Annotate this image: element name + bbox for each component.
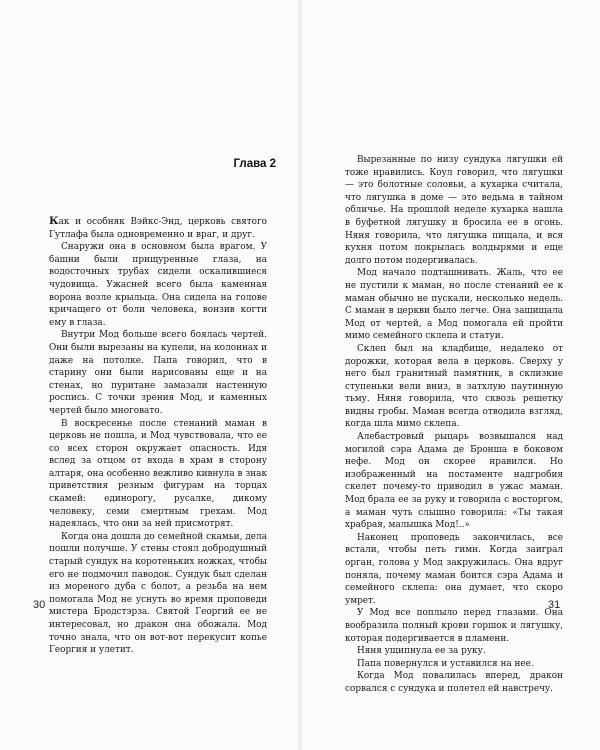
paragraph: Наконец проповедь закончилась, все встали, чтобы петь гимн. Когда заиграл орган, голова у Мод закружилась. Она вдруг поняла, почему маман боится сэра Адама и семейного склепа: она думает, что скоро умрет.: [345, 532, 563, 606]
opening-paragraph: [49, 215, 267, 241]
left-page-text: [49, 215, 267, 657]
paragraph: Мод начало подташнивать. Жаль, что ее не пустили к маман, но после стенаний ее к маман обычно не пускали, несколько недель. С маман в церкви было легче. Она защищала Мод от чертей, а Мод помогала ей пройти мимо семейного склепа и статуи.: [345, 268, 563, 342]
paragraph: Внутри Мод больше всего боялась чертей. Они были вырезаны на купели, на колоннах и даже на потолке. Папа говорил, что в старину они были нарисованы еще и на стенах, но пуритане замазали настенную роспись. С точки зрения Мод, и каменных чертей было многовато.: [49, 330, 267, 416]
chapter-title: Глава 2: [233, 158, 276, 170]
paragraph: Когда она дошла до семейной скамьи, дела пошли получше. У стены стоял добродушный старый сундук на коротеньких ножках, чтобы его не подмочил паводок. Сундук был сделан из мореного дуба с болот, а резьба на нем помогала Мод не уснуть во время проповеди мистера Бродстэрза. Святой Георгий ее не интересовал, но дракон она обожала. Мод точно знала, что он вот-вот перекусит копье Георгия и улетит.: [49, 531, 267, 656]
page-number-left: 30: [33, 599, 46, 611]
paragraph: Алебастровый рыцарь возвышался над могилой сэра Адама де Бронша в боковом нефе. Мод он скорее нравился. Но изображенный на постаменте надгробия скелет почему-то приводил в ужас маман. Мод брала ее за руку и говорила с восторгом, а маман чуть слышно говорила: «Ты такая храбрая, малышка Мод!..»: [345, 432, 563, 531]
paragraph: Снаружи она в основном была врагом. У башни были прищуренные глаза, на водосточных трубах сидели оскалившиеся чудовища. Ужасней всего была каменная ворона возле крыльца. Она сидела на голове кричащего от боли человека, вонзив когти ему в глаза.: [49, 242, 267, 328]
paragraph: В воскресенье после стенаний маман в церковь не пошла, и Мод чувствовала, что ее со всех сторон окружает опасность. Идя вслед за отцом от входа в храм в сторону алтаря, она особенно вежливо кивнула в знак приветствия резным фигурам на торцах скамей: единорогу, русалке, дикому человеку, семи смертным грехам. Мод надеялась, что они за ней присмотрят.: [49, 418, 267, 530]
paragraph: У Мод все поплыло перед глазами. Она вообразила полный крови горшок и лягушку, которая подергивается в пламени.: [345, 608, 563, 644]
page-number-right: 31: [548, 599, 561, 611]
drop-cap-letter: К: [49, 215, 59, 227]
paragraph: Няня ущипнула ее за руку.: [357, 646, 486, 657]
paragraph: Когда Мод повалилась вперед, дракон сорвался с сундука и полетел ей навстречу.: [345, 671, 563, 694]
right-page-text: [345, 154, 563, 696]
opening-paragraph-text: ак и особняк Вэйкс-Энд, церковь святого Гутлафа была одновременно и враг, и друг.: [49, 217, 267, 240]
paragraph: Вырезанные по низу сундука лягушки ей тоже нравились. Коул говорил, что лягушки — это болотные соловьи, а кухарка считала, что лягушка в доме — это ведьма в тайном обличье. На прошлой неделе кухарка нашла в буфетной лягушку и бросила ее в огонь. Няня говорила, что лягушка пищала, и вся кухня потом покрылась волдырями и еще долго потом подергивалась.: [345, 155, 563, 266]
paragraph: Папа повернулся и уставился на нее.: [357, 658, 534, 669]
paragraph: Склеп был на кладбище, недалеко от дорожки, которая вела в церковь. Сверху у него был гранитный памятник, в склизкие ступеньки вели вниз, в затхлую паутинную тьму. Няня говорила, что сквозь решетку видны гробы. Маман всегда отводила взгляд, когда шла мимо склепа.: [345, 343, 563, 430]
